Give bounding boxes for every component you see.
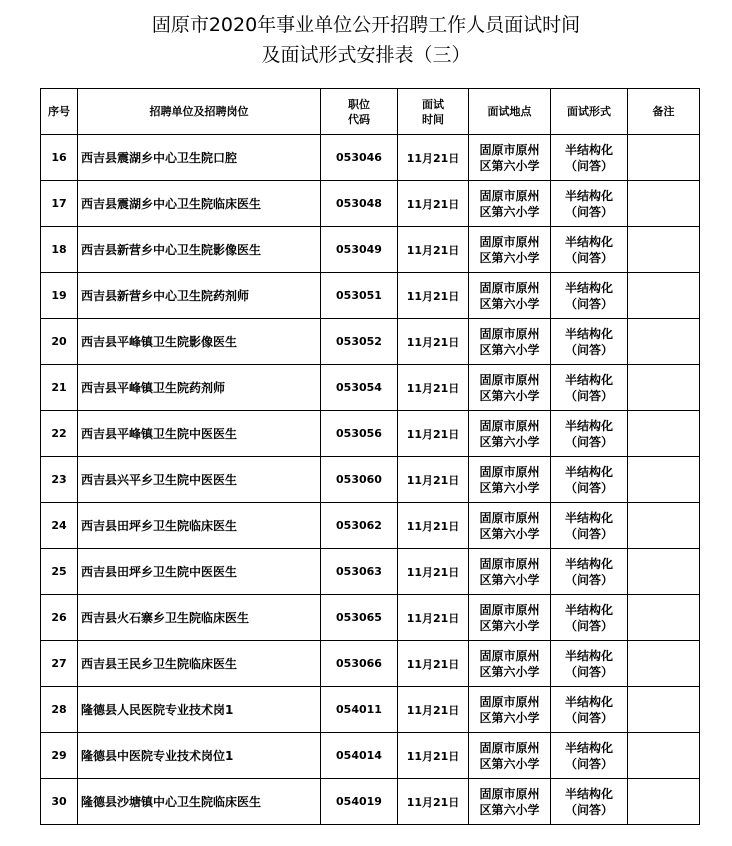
cell-location-line2: 区第六小学 — [479, 802, 540, 817]
cell-location-line2: 区第六小学 — [479, 342, 540, 357]
cell-unit: 西吉县新营乡中心卫生院影像医生 — [78, 227, 321, 273]
cell-location — [469, 135, 551, 181]
cell-location-line1: 固原市原州 — [479, 418, 540, 433]
cell-location-line1: 固原市原州 — [479, 740, 540, 755]
cell-location — [469, 733, 551, 779]
cell-form — [551, 733, 628, 779]
cell-location-line1: 固原市原州 — [479, 326, 540, 341]
document-title-line2: 及面试形式安排表（三） — [261, 44, 471, 66]
table-row — [41, 365, 700, 411]
cell-form-line2: （问答） — [564, 480, 613, 495]
cell-form-line1: 半结构化 — [564, 648, 613, 663]
cell-form-line1: 半结构化 — [564, 464, 613, 479]
cell-location — [469, 503, 551, 549]
cell-location-line2: 区第六小学 — [479, 250, 540, 265]
cell-form-line1: 半结构化 — [564, 694, 613, 709]
cell-code: 053051 — [321, 273, 398, 319]
cell-form-line2: （问答） — [564, 158, 613, 173]
cell-unit: 西吉县兴平乡卫生院中医医生 — [78, 457, 321, 503]
table-row — [41, 227, 700, 273]
cell-remark — [628, 181, 700, 227]
cell-location-line1: 固原市原州 — [479, 602, 540, 617]
cell-seq: 29 — [41, 733, 78, 779]
cell-date: 11月21日 — [398, 365, 469, 411]
cell-form — [551, 319, 628, 365]
cell-location — [469, 687, 551, 733]
cell-date: 11月21日 — [398, 273, 469, 319]
cell-location — [469, 779, 551, 825]
cell-unit: 西吉县震湖乡中心卫生院口腔 — [78, 135, 321, 181]
cell-seq: 16 — [41, 135, 78, 181]
cell-form — [551, 779, 628, 825]
cell-code: 053049 — [321, 227, 398, 273]
cell-location-line2: 区第六小学 — [479, 158, 540, 173]
header-location: 面试地点 — [469, 89, 551, 135]
cell-seq: 17 — [41, 181, 78, 227]
cell-location-line1: 固原市原州 — [479, 188, 540, 203]
cell-location-line1: 固原市原州 — [479, 234, 540, 249]
cell-date: 11月21日 — [398, 733, 469, 779]
cell-location-line2: 区第六小学 — [479, 756, 540, 771]
cell-form — [551, 641, 628, 687]
cell-unit: 隆德县中医院专业技术岗位1 — [78, 733, 321, 779]
cell-location — [469, 227, 551, 273]
cell-unit: 西吉县震湖乡中心卫生院临床医生 — [78, 181, 321, 227]
cell-form-line2: （问答） — [564, 434, 613, 449]
cell-seq: 30 — [41, 779, 78, 825]
cell-form-line2: （问答） — [564, 710, 613, 725]
cell-code: 054019 — [321, 779, 398, 825]
cell-form-line1: 半结构化 — [564, 602, 613, 617]
cell-unit: 西吉县田坪乡卫生院临床医生 — [78, 503, 321, 549]
cell-location-line2: 区第六小学 — [479, 204, 540, 219]
cell-location-line2: 区第六小学 — [479, 480, 540, 495]
cell-location-line2: 区第六小学 — [479, 664, 540, 679]
table-row — [41, 135, 700, 181]
cell-code: 054011 — [321, 687, 398, 733]
interview-schedule-table — [40, 88, 700, 825]
cell-form-line2: （问答） — [564, 250, 613, 265]
cell-unit: 西吉县平峰镇卫生院中医医生 — [78, 411, 321, 457]
cell-form-line1: 半结构化 — [564, 326, 613, 341]
cell-date: 11月21日 — [398, 411, 469, 457]
table-row — [41, 503, 700, 549]
cell-form — [551, 411, 628, 457]
cell-form — [551, 503, 628, 549]
header-unit: 招聘单位及招聘岗位 — [78, 89, 321, 135]
header-seq: 序号 — [41, 89, 78, 135]
cell-code: 053052 — [321, 319, 398, 365]
cell-location-line1: 固原市原州 — [479, 510, 540, 525]
cell-form — [551, 181, 628, 227]
cell-seq: 24 — [41, 503, 78, 549]
cell-date: 11月21日 — [398, 319, 469, 365]
cell-location-line2: 区第六小学 — [479, 618, 540, 633]
cell-form — [551, 549, 628, 595]
cell-code: 053048 — [321, 181, 398, 227]
document-title-line1: 固原市2020年事业单位公开招聘工作人员面试时间 — [151, 14, 581, 36]
cell-form-line1: 半结构化 — [564, 740, 613, 755]
cell-seq: 28 — [41, 687, 78, 733]
cell-location-line1: 固原市原州 — [479, 648, 540, 663]
cell-remark — [628, 549, 700, 595]
table-row — [41, 779, 700, 825]
cell-form — [551, 595, 628, 641]
cell-code: 053060 — [321, 457, 398, 503]
cell-form — [551, 227, 628, 273]
header-form: 面试形式 — [551, 89, 628, 135]
cell-date: 11月21日 — [398, 641, 469, 687]
header-time-line1: 面试 — [422, 97, 444, 111]
header-time-line2: 时间 — [422, 112, 444, 126]
cell-unit: 西吉县新营乡中心卫生院药剂师 — [78, 273, 321, 319]
cell-date: 11月21日 — [398, 595, 469, 641]
table-row — [41, 319, 700, 365]
cell-seq: 22 — [41, 411, 78, 457]
table-row — [41, 733, 700, 779]
cell-location-line1: 固原市原州 — [479, 694, 540, 709]
cell-date: 11月21日 — [398, 457, 469, 503]
cell-location — [469, 595, 551, 641]
cell-location-line1: 固原市原州 — [479, 464, 540, 479]
cell-seq: 27 — [41, 641, 78, 687]
cell-code: 053054 — [321, 365, 398, 411]
cell-code: 053065 — [321, 595, 398, 641]
cell-seq: 26 — [41, 595, 78, 641]
cell-form-line1: 半结构化 — [564, 418, 613, 433]
cell-remark — [628, 733, 700, 779]
cell-date: 11月21日 — [398, 779, 469, 825]
cell-form — [551, 687, 628, 733]
table-header-row — [41, 89, 700, 135]
cell-location-line2: 区第六小学 — [479, 296, 540, 311]
cell-unit: 隆德县人民医院专业技术岗1 — [78, 687, 321, 733]
table-row — [41, 457, 700, 503]
table-row — [41, 411, 700, 457]
cell-location-line1: 固原市原州 — [479, 142, 540, 157]
table-row — [41, 641, 700, 687]
cell-date: 11月21日 — [398, 135, 469, 181]
cell-form — [551, 273, 628, 319]
header-code-line1: 职位 — [348, 97, 370, 111]
cell-remark — [628, 319, 700, 365]
cell-seq: 20 — [41, 319, 78, 365]
cell-form-line1: 半结构化 — [564, 786, 613, 801]
cell-location — [469, 273, 551, 319]
cell-location — [469, 411, 551, 457]
cell-code: 054014 — [321, 733, 398, 779]
cell-form-line1: 半结构化 — [564, 280, 613, 295]
cell-form-line2: （问答） — [564, 802, 613, 817]
cell-date: 11月21日 — [398, 181, 469, 227]
cell-date: 11月21日 — [398, 227, 469, 273]
cell-unit: 西吉县平峰镇卫生院药剂师 — [78, 365, 321, 411]
cell-remark — [628, 365, 700, 411]
cell-form — [551, 135, 628, 181]
cell-remark — [628, 457, 700, 503]
cell-form — [551, 457, 628, 503]
cell-remark — [628, 227, 700, 273]
header-remark: 备注 — [628, 89, 700, 135]
cell-form-line2: （问答） — [564, 664, 613, 679]
cell-form-line1: 半结构化 — [564, 142, 613, 157]
cell-form-line1: 半结构化 — [564, 234, 613, 249]
cell-location-line1: 固原市原州 — [479, 372, 540, 387]
cell-unit: 西吉县火石寨乡卫生院临床医生 — [78, 595, 321, 641]
cell-form-line2: （问答） — [564, 572, 613, 587]
cell-remark — [628, 641, 700, 687]
cell-form-line2: （问答） — [564, 526, 613, 541]
cell-unit: 西吉县平峰镇卫生院影像医生 — [78, 319, 321, 365]
cell-code: 053066 — [321, 641, 398, 687]
cell-form — [551, 365, 628, 411]
cell-form-line2: （问答） — [564, 204, 613, 219]
table-row — [41, 595, 700, 641]
cell-unit: 西吉县王民乡卫生院临床医生 — [78, 641, 321, 687]
cell-code: 053062 — [321, 503, 398, 549]
cell-remark — [628, 779, 700, 825]
cell-date: 11月21日 — [398, 549, 469, 595]
cell-location-line1: 固原市原州 — [479, 786, 540, 801]
cell-remark — [628, 687, 700, 733]
cell-date: 11月21日 — [398, 503, 469, 549]
cell-code: 053046 — [321, 135, 398, 181]
cell-seq: 19 — [41, 273, 78, 319]
cell-location — [469, 319, 551, 365]
cell-remark — [628, 503, 700, 549]
cell-seq: 23 — [41, 457, 78, 503]
cell-location — [469, 365, 551, 411]
cell-form-line2: （问答） — [564, 388, 613, 403]
cell-unit: 西吉县田坪乡卫生院中医医生 — [78, 549, 321, 595]
cell-remark — [628, 595, 700, 641]
cell-location-line2: 区第六小学 — [479, 710, 540, 725]
header-time — [398, 89, 469, 135]
header-code — [321, 89, 398, 135]
cell-form-line2: （问答） — [564, 618, 613, 633]
cell-form-line2: （问答） — [564, 342, 613, 357]
cell-location-line2: 区第六小学 — [479, 572, 540, 587]
cell-seq: 18 — [41, 227, 78, 273]
cell-code: 053056 — [321, 411, 398, 457]
cell-date: 11月21日 — [398, 687, 469, 733]
cell-remark — [628, 411, 700, 457]
cell-seq: 21 — [41, 365, 78, 411]
table-row — [41, 273, 700, 319]
cell-location-line2: 区第六小学 — [479, 434, 540, 449]
cell-location-line1: 固原市原州 — [479, 280, 540, 295]
cell-location — [469, 549, 551, 595]
cell-form-line2: （问答） — [564, 756, 613, 771]
cell-form-line2: （问答） — [564, 296, 613, 311]
cell-form-line1: 半结构化 — [564, 510, 613, 525]
cell-unit: 隆德县沙塘镇中心卫生院临床医生 — [78, 779, 321, 825]
header-code-line2: 代码 — [348, 112, 370, 126]
cell-remark — [628, 135, 700, 181]
cell-location — [469, 181, 551, 227]
table-row — [41, 549, 700, 595]
table-row — [41, 687, 700, 733]
cell-location-line1: 固原市原州 — [479, 556, 540, 571]
cell-remark — [628, 273, 700, 319]
cell-form-line1: 半结构化 — [564, 556, 613, 571]
cell-form-line1: 半结构化 — [564, 372, 613, 387]
cell-location-line2: 区第六小学 — [479, 388, 540, 403]
cell-location-line2: 区第六小学 — [479, 526, 540, 541]
table-row — [41, 181, 700, 227]
cell-code: 053063 — [321, 549, 398, 595]
cell-form-line1: 半结构化 — [564, 188, 613, 203]
cell-location — [469, 641, 551, 687]
cell-location — [469, 457, 551, 503]
cell-seq: 25 — [41, 549, 78, 595]
